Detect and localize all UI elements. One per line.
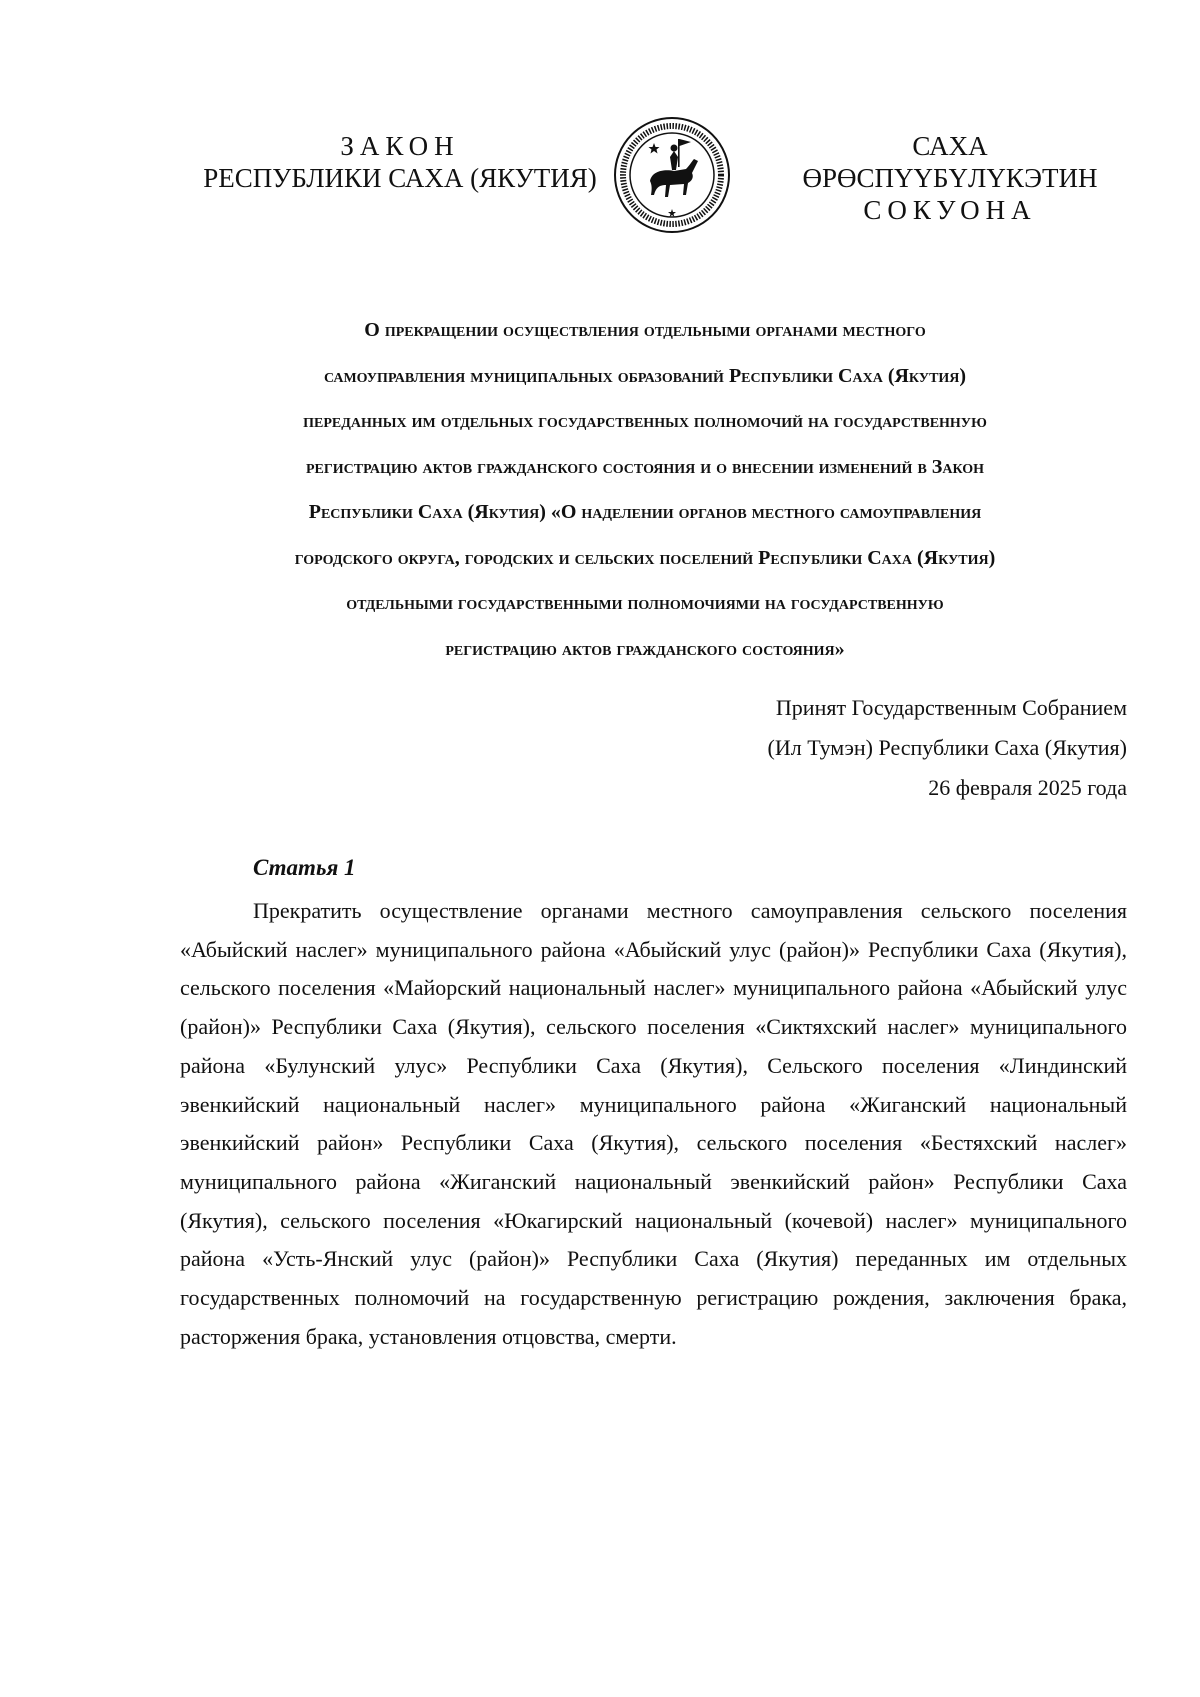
article-heading: Статья 1 xyxy=(253,855,356,880)
adoption-date: 26 февраля 2025 года xyxy=(928,775,1127,800)
adoption-line-1: Принят Государственным Собранием xyxy=(775,695,1127,720)
header-right-law: СОКУОНА xyxy=(863,195,1037,225)
header-left xyxy=(175,130,625,194)
title-line: самоуправления муниципальных образований Республики Саха (Якутия) xyxy=(323,364,967,387)
title-line: Республики Саха (Якутия) «О наделении органов местного самоуправления xyxy=(308,501,982,523)
adoption-note xyxy=(768,688,1127,808)
adoption-line-2: (Ил Тумэн) Республики Саха (Якутия) xyxy=(767,735,1127,760)
article-body: Прекратить осуществление органами местного самоуправления сельского поселения «Абыйский наслег» муниципального района «Абыйский улус (район)» Республики Саха (Якутия), сельского поселения «Майорский национальный наслег» муниципального района «Абыйский улус (район)» Республики Саха (Якутия), сельского поселения «Сиктяхский наслег» муниципального района «Булунский улус» Республики Саха (Якутия), Сельского поселения «Линдинский эвенкийский национальный наслег» муниципального района «Жиганский национальный эвенкийский район» Республики Саха (Якутия), сельского поселения «Бестяхский наслег» муниципального района «Жиганский национальный эвенкийский район» Республики Саха (Якутия), сельского поселения «Юкагирский национальный (кочевой) наслег» муниципального района «Усть-Янский улус (район)» Республики Саха (Якутия) переданных им отдельных государственных полномочий на государственную регистрацию рождения, заключения брака, расторжения брака, установления отцовства, смерти. xyxy=(180,898,1127,1349)
law-title xyxy=(170,308,1120,672)
header-right-republic: САХА ӨРӨСПҮҮБҮЛҮКЭТИН xyxy=(802,131,1098,193)
coat-of-arms-sakha-icon xyxy=(612,115,732,235)
header-right xyxy=(765,130,1135,226)
header-left-law: ЗАКОН xyxy=(340,131,460,161)
title-line: регистрацию актов гражданского состояния» xyxy=(445,637,845,660)
title-line: отдельными государственными полномочиями на государственную xyxy=(346,592,944,614)
title-line: регистрацию актов гражданского состояния и о внесении изменений в Закон xyxy=(305,455,985,478)
title-line: городского округа, городских и сельских поселений Республики Саха (Якутия) xyxy=(294,546,996,569)
title-line: переданных им отдельных государственных полномочий на государственную xyxy=(303,410,987,432)
header-left-republic: РЕСПУБЛИКИ САХА (ЯКУТИЯ) xyxy=(203,163,597,193)
title-line: О прекращении осуществления отдельными органами местного xyxy=(364,319,926,341)
